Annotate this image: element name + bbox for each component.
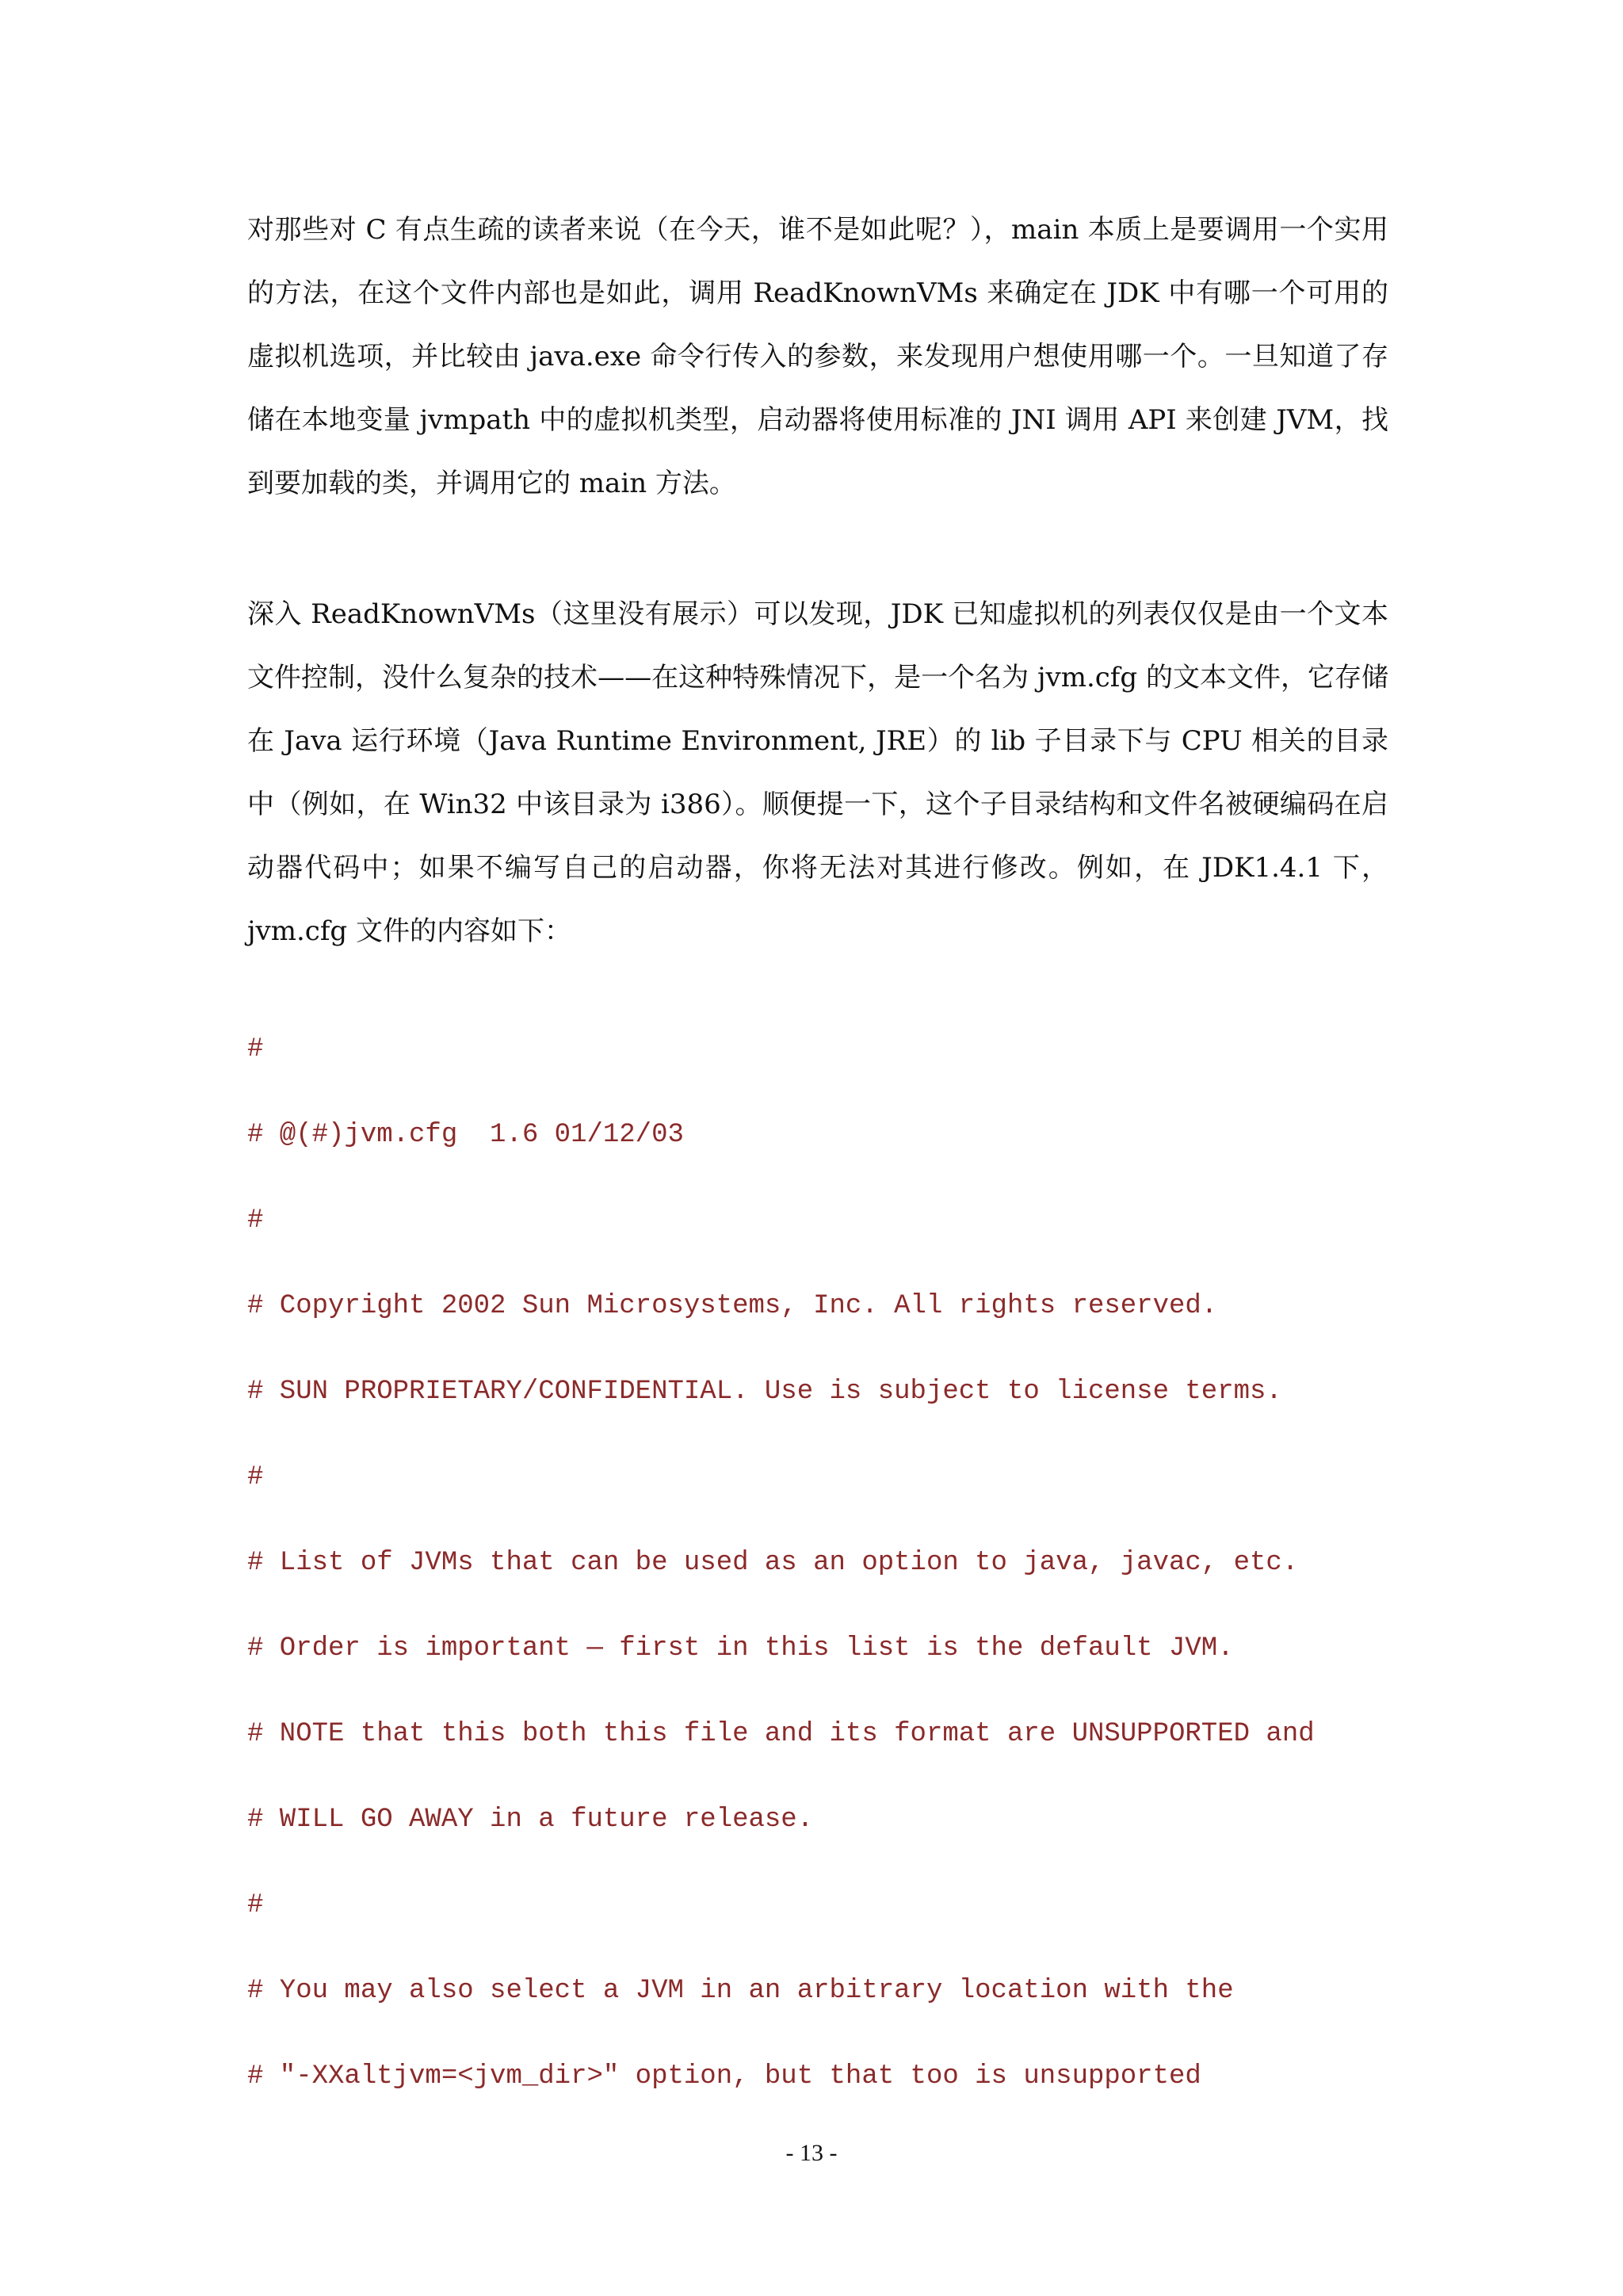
code-line: # [247,1462,264,1492]
code-line: # List of JVMs that can be used as an option to java, javac, etc. [247,1548,1299,1578]
code-line: # NOTE that this both this file and its format are UNSUPPORTED and [247,1719,1315,1749]
paragraph-readknownvms: 深入 ReadKnownVMs（这里没有展示）可以发现，JDK 已知虚拟机的列表仅仅是由一个文本文件控制，没什么复杂的技术——在这种特殊情况下，是一个名为 jvm.cfg 的文本文件，它存储在 Java 运行环境（Java Runtime Environment, JRE）的 lib 子目录下与 CPU 相关的目录中（例如，在 Win32 中该目录为 i386）。顺便提一下，这个子目录结构和文件名被硬编码在启动器代码中；如果不编写自己的启动器，你将无法对其进行修改。例如，在 JDK1.4.1 下，jvm.cfg 文件的内容如下： [247,598,1388,947]
code-line: # You may also select a JVM in an arbitrary location with the [247,1976,1234,2006]
paragraph-main-explanation: 对那些对 C 有点生疏的读者来说（在今天，谁不是如此呢？），main 本质上是要调用一个实用的方法，在这个文件内部也是如此，调用 ReadKnownVMs 来确定在 JDK 中有哪一个可用的虚拟机选项，并比较由 java.exe 命令行传入的参数，来发现用户想使用哪一个。一旦知道了存储在本地变量 jvmpath 中的虚拟机类型，启动器将使用标准的 JNI 调用 API 来创建 JVM，找到要加载的类，并调用它的 main 方法。 [247,214,1388,499]
code-line: # Copyright 2002 Sun Microsystems, Inc. All rights reserved. [247,1291,1218,1321]
code-line: # SUN PROPRIETARY/CONFIDENTIAL. Use is subject to license terms. [247,1377,1282,1407]
code-line: # [247,1034,264,1064]
code-listing-jvm-cfg [247,1030,1404,2143]
code-line: # WILL GO AWAY in a future release. [247,1805,814,1835]
code-line: # [247,1205,264,1236]
code-line: # @(#)jvm.cfg 1.6 01/12/03 [247,1120,684,1150]
code-line: # "-XXaltjvm=<jvm_dir>" option, but that too is unsupported [247,2061,1201,2092]
code-line: # Order is important — first in this list is the default JVM. [247,1633,1234,1664]
page-number: - 13 - [785,2140,838,2166]
code-line: # [247,1890,264,1920]
